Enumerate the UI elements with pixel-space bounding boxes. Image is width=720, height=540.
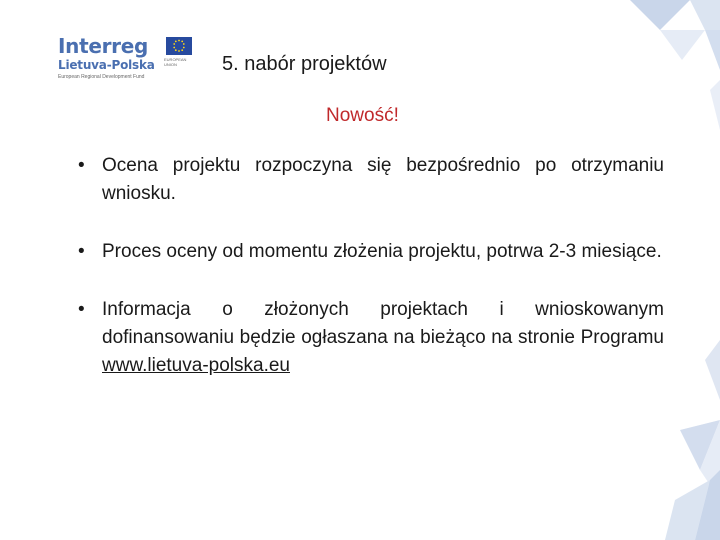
bullet-item [78, 238, 664, 266]
slide-title: 5. nabór projektów [222, 53, 387, 75]
eu-tag: EUROPEAN UNION [164, 57, 187, 67]
logo-wordmark: Interreg [58, 34, 149, 58]
bullet-text: Ocena projektu rozpoczyna się bezpośrednio po otrzymaniu wniosku. [102, 155, 664, 204]
bullet-list [78, 152, 664, 410]
bullet-item [78, 296, 664, 380]
bullet-icon: • [78, 299, 85, 320]
bullet-text: Proces oceny od momentu złożenia projektu, potrwa 2-3 miesiące. [102, 241, 662, 262]
bullet-icon: • [78, 241, 85, 262]
bullet-item [78, 152, 664, 208]
slide-subtitle: Nowość! [326, 105, 399, 126]
eu-flag-icon [166, 37, 192, 55]
logo-tagline: European Regional Development Fund [58, 74, 145, 80]
bullet-text: Informacja o złożonych projektach i wnioskowanym dofinansowaniu będzie ogłaszana na bieżąco na stronie Programu [102, 299, 664, 348]
program-website-link[interactable]: www.lietuva-polska.eu [102, 355, 290, 376]
logo-program: Lietuva-Polska [58, 58, 155, 72]
bullet-icon: • [78, 155, 85, 176]
interreg-logo [58, 34, 198, 84]
